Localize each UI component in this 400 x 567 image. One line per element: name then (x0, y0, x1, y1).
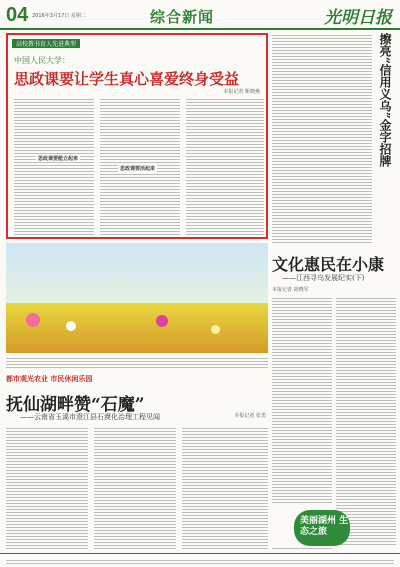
flower-mark (66, 321, 76, 331)
bottom-body-col-2 (94, 426, 176, 550)
lead-body-col-1 (14, 97, 94, 237)
photo-story-title: 都市观光农业 市民休闲乐园 (6, 375, 93, 383)
right-byline: 本报记者 胡晓军 (272, 287, 309, 293)
flower-mark (26, 313, 40, 327)
bottom-body-col-3 (182, 426, 268, 550)
right-subtitle: ——江西寻乌发展纪实(下) (282, 274, 365, 282)
page-footer (0, 553, 400, 567)
lead-kicker: 中国人民大学： (14, 56, 70, 65)
lead-photo (6, 243, 268, 353)
side-article (272, 33, 398, 245)
lead-article (6, 33, 268, 239)
right-body-tail (272, 546, 332, 550)
lead-headline: 思政课要让学生真心喜爱终身受益 (14, 70, 240, 88)
lead-byline: 本报记者 靳晓燕 (223, 89, 260, 95)
newspaper-logo: 光明日报 (324, 8, 392, 28)
ad-logo-text: 美丽湖州 生态之旅 (300, 516, 349, 537)
flower-mark (211, 325, 220, 334)
right-headline: 文化惠民在小康 (272, 255, 385, 274)
flower-mark (156, 315, 168, 327)
right-body-col-2 (336, 296, 396, 546)
lead-body-col-3 (186, 97, 264, 237)
footer-lines (6, 558, 394, 564)
page-number: 04 (6, 4, 29, 26)
photo-caption-lines (6, 356, 268, 370)
side-body (272, 33, 372, 245)
bottom-byline: 本报记者 张勇 (234, 413, 266, 419)
photo-story-heading (6, 374, 268, 384)
bottom-headline: 抚仙湖畔赞“石魔” (6, 395, 145, 415)
lead-subhead-2: 思政课要活起来 (120, 166, 156, 172)
section-title: 综合新闻 (150, 8, 215, 26)
ad-logo-badge (294, 510, 350, 546)
lead-tag: 高校教书育人先进典型 (12, 39, 80, 48)
page-header (0, 0, 400, 30)
photo-caption (6, 356, 268, 370)
issue-date: 2016年3月17日 星期二 (32, 13, 86, 19)
lead-subhead-1: 思政课要能立起来 (38, 156, 79, 162)
bottom-body-col-1 (6, 426, 88, 550)
right-body-col-1 (272, 296, 332, 504)
photo-flower-field (6, 303, 268, 353)
side-vertical-title: 擦亮“信用义乌”金字招牌 (378, 33, 392, 167)
bottom-subtitle: ——云南省玉溪市澄江县石漠化治理工程见闻 (20, 413, 160, 421)
